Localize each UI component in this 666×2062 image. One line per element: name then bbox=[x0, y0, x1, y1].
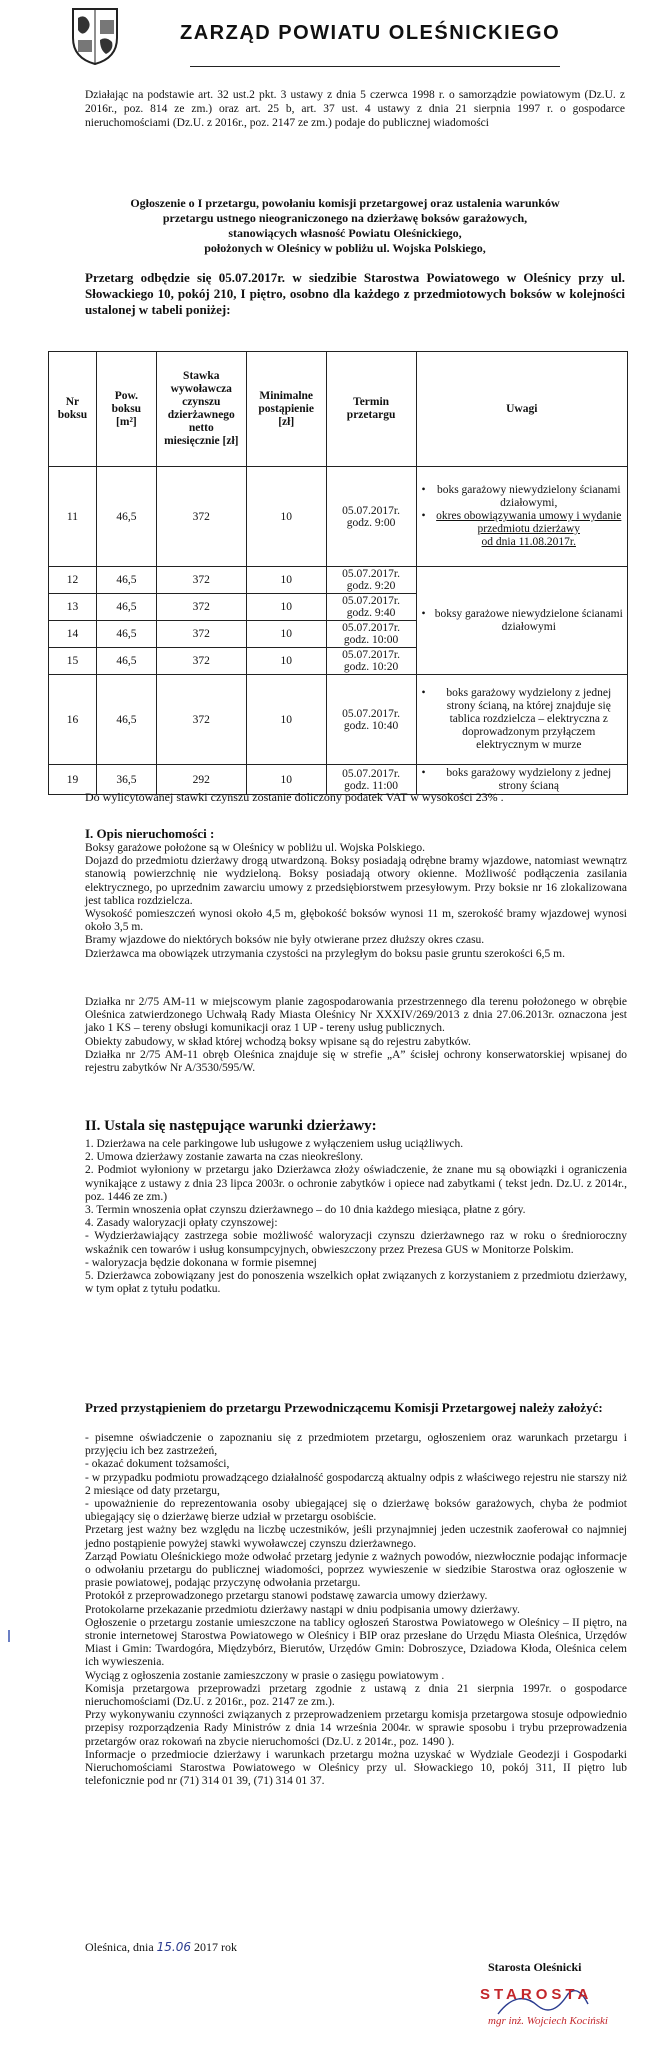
list-item: - Wydzierżawiający zastrzega sobie możliwość waloryzacji czynszu dzierżawnego raz w roku o średnioroczny wskaźnik cen towarów i usług konsumpcyjnych, obwieszczony przez Prezesa GUS w Monitorze Polskim. bbox=[85, 1230, 627, 1256]
table-row bbox=[49, 467, 628, 567]
title-line: stanowiących własność Powiatu Oleśnickiego, bbox=[228, 226, 462, 240]
section-body bbox=[85, 1138, 627, 1296]
list-item: - pisemne oświadczenie o zapoznaniu się z przedmiotem przetargu, ogłoszeniem oraz warunkach przetargu i przyjęciu ich bez zastrzeżeń, bbox=[85, 1432, 627, 1458]
cell-pow: 46,5 bbox=[96, 648, 156, 675]
cell-nr: 16 bbox=[49, 675, 97, 765]
announcement-title bbox=[85, 196, 605, 256]
cell-min: 10 bbox=[246, 765, 326, 795]
cell-nr: 13 bbox=[49, 594, 97, 621]
list-item: - w przypadku podmiotu prowadzącego działalność gospodarczą aktualny odpis z właściwego rejestru nie starszy niż 2 miesiące od daty przetargu, bbox=[85, 1471, 627, 1497]
cell-nr: 14 bbox=[49, 621, 97, 648]
note-item bbox=[420, 510, 624, 549]
cell-pow: 36,5 bbox=[96, 765, 156, 795]
note-date: od dnia 11.08.2017r. bbox=[481, 536, 576, 548]
paragraph: Obiekty zabudowy, w skład której wchodzą boksy wpisane są do rejestru zabytków. bbox=[85, 1035, 471, 1048]
cell-stawka: 372 bbox=[156, 567, 246, 594]
table-row bbox=[49, 675, 628, 765]
stamp-name: mgr inż. Wojciech Kociński bbox=[488, 2015, 608, 2027]
cell-nr: 15 bbox=[49, 648, 97, 675]
paragraph: Działka nr 2/75 AM-11 obręb Oleśnica znajduje się w strefie „A” ścisłej ochrony konserwatorskiej wpisanej do rejestru zabytków Nr A/3530/595/W. bbox=[85, 1048, 627, 1075]
section-body bbox=[85, 996, 627, 1075]
col-header-termin: Termin przetargu bbox=[326, 352, 416, 467]
paragraph: Zarząd Powiatu Oleśnickiego może odwołać przetarg jedynie z ważnych powodów, niezwłocznie podając informacje o odwołaniu przetargu do publicznej wiadomości, poprzez wywieszenie w siedzibie Starostwa oraz ogłoszenie w prasie powiatowej, podając przyczynę odwołania przetargu. bbox=[85, 1550, 627, 1590]
paragraph: Boksy garażowe położone są w Oleśnicy w pobliżu ul. Wojska Polskiego. bbox=[85, 842, 425, 854]
paragraph: Protokół z przeprowadzonego przetargu stanowi podstawę zawarcia umowy dzierżawy. bbox=[85, 1590, 488, 1603]
cell-pow: 46,5 bbox=[96, 467, 156, 567]
title-line: położonych w Oleśnicy w pobliżu ul. Wojska Polskiego, bbox=[204, 241, 486, 255]
paragraph: Wyciąg z ogłoszenia zostanie zamieszczony w prasie o zasięgu powiatowym . bbox=[85, 1669, 445, 1682]
cell-stawka: 372 bbox=[156, 648, 246, 675]
note-item: • boksy garażowe niewydzielone ścianami działowymi bbox=[420, 608, 624, 634]
cell-stawka: 372 bbox=[156, 675, 246, 765]
letterhead bbox=[70, 6, 640, 70]
tender-table bbox=[48, 351, 628, 795]
coat-of-arms-icon bbox=[70, 6, 120, 66]
note-underlined: okres obowiązywania umowy i wydanie przedmiotu dzierżawy bbox=[436, 510, 622, 535]
cell-stawka: 372 bbox=[156, 467, 246, 567]
organization-name: ZARZĄD POWIATU OLEŚNICKIEGO bbox=[180, 22, 561, 44]
section-body bbox=[85, 842, 627, 961]
paragraph: Protokolarne przekazanie przedmiotu dzierżawy nastąpi w dniu podpisania umowy dzierżawy. bbox=[85, 1603, 520, 1616]
list-item: 2. Umowa dzierżawy zostanie zawarta na czas nieokreślony. bbox=[85, 1151, 364, 1164]
handwritten-date: 15.06 bbox=[156, 1940, 192, 1954]
list-item: 3. Termin wnoszenia opłat czynszu dzierżawnego – do 10 dnia każdego miesiąca, płatne z góry. bbox=[85, 1204, 526, 1217]
list-item: 5. Dzierżawca zobowiązany jest do ponoszenia wszelkich opłat związanych z korzystaniem z przedmiotu dzierżawy, w tym opłat z tytułu podatku. bbox=[85, 1270, 627, 1296]
table-row bbox=[49, 567, 628, 594]
paragraph: Działka nr 2/75 AM-11 w miejscowym planie zagospodarowania przestrzennego dla terenu położonego w obrębie Oleśnica zatwierdzonego Uchwałą Rady Miasta Oleśnicy Nr XXXIV/269/2013 z dnia 27.06.2013r. oznaczona jest jako 1 KS – tereny obsługi komunikacji oraz 1 UP - tereny usług publicznych. bbox=[85, 996, 627, 1035]
tender-info: Przetarg odbędzie się 05.07.2017r. w siedzibie Starostwa Powiatowego w Oleśnicy przy ul. Słowackiego 10, pokój 210, I piętro, osobno dla każdego z przedmiotowych boksów w kolejności ustalonej w tabeli poniżej: bbox=[85, 270, 625, 317]
cell-min: 10 bbox=[246, 648, 326, 675]
cell-termin: 05.07.2017r. godz. 9:00 bbox=[326, 467, 416, 567]
section-body bbox=[85, 1432, 627, 1788]
cell-min: 10 bbox=[246, 675, 326, 765]
date-suffix: 2017 rok bbox=[194, 1940, 238, 1954]
paragraph: Wysokość pomieszczeń wynosi około 4,5 m, głębokość boksów wynosi 11 m, szerokość bramy wjazdowej wynosi około 3,5 m. bbox=[85, 908, 627, 934]
margin-mark bbox=[8, 1630, 10, 1642]
date-prefix: Oleśnica, dnia bbox=[85, 1940, 154, 1954]
intro-paragraph: Działając na podstawie art. 32 ust.2 pkt. 3 ustawy z dnia 5 czerwca 1998 r. o samorządzie powiatowym (Dz.U. z 2016r., poz. 814 ze zm.) oraz art. 25 b, art. 37 ust. 4 ustawy z dnia 21 sierpnia 1997 r. o gospodarce nieruchomościami (Dz.U. z 2016r., poz. 2147 ze zm.) podaje do publicznej wiadomości bbox=[85, 89, 625, 129]
cell-uwagi bbox=[416, 567, 627, 675]
cell-termin: 05.07.2017r. godz. 11:00 bbox=[326, 765, 416, 795]
list-item: - waloryzacja będzie dokonana w formie pisemnej bbox=[85, 1256, 317, 1269]
list-item: - upoważnienie do reprezentowania osoby ubiegającej się o dzierżawę boksów garażowych, chyba że podmiot ubiegający się o dzierżawę bierze udział w przetargu osobiście. bbox=[85, 1498, 627, 1524]
paragraph: Dojazd do przedmiotu dzierżawy drogą utwardzoną. Boksy posiadają odrębne bramy wjazdowe, natomiast wewnątrz stanowią powierzchnię nie wydzieloną. Boksy posiadają otwory okienne. Możliwość podłączenia zasilania elektrycznego, po uprzednim zawarciu umowy z przedsiębiorstwem przesyłowym. Przy boksie nr 16 zlokalizowana jest tablica rozdzielcza. bbox=[85, 855, 627, 907]
cell-termin: 05.07.2017r. godz. 10:00 bbox=[326, 621, 416, 648]
paragraph: Przy wykonywaniu czynności związanych z przeprowadzeniem przetargu komisja przetargowa stosuje odpowiednio przepisy rozporządzenia Rady Ministrów z dnia 14 września 2004r. w sprawie sposobu i trybu przeprowadzenia przetargów oraz rokowań na zbycie nieruchomości (Dz.U. z 2014r., poz. 1490 ). bbox=[85, 1709, 627, 1748]
cell-termin: 05.07.2017r. godz. 10:20 bbox=[326, 648, 416, 675]
col-header-nr: Nr boksu bbox=[49, 352, 97, 467]
paragraph: Komisja przetargowa przeprowadzi przetarg zgodnie z ustawą z dnia 21 sierpnia 1997r. o gospodarce nieruchomościami (Dz.U. z 2016r., poz. 2147 ze zm.). bbox=[85, 1682, 627, 1709]
col-header-min: Minimalne postąpienie [zł] bbox=[246, 352, 326, 467]
list-item: 4. Zasady waloryzacji opłaty czynszowej: bbox=[85, 1217, 278, 1230]
col-header-pow: Pow. boksu [m²] bbox=[96, 352, 156, 467]
cell-pow: 46,5 bbox=[96, 675, 156, 765]
header-rule bbox=[190, 66, 560, 67]
cell-uwagi bbox=[416, 675, 627, 765]
cell-pow: 46,5 bbox=[96, 621, 156, 648]
issue-date bbox=[85, 1940, 237, 1955]
cell-stawka: 372 bbox=[156, 621, 246, 648]
cell-stawka: 292 bbox=[156, 765, 246, 795]
section-heading: Przed przystąpieniem do przetargu Przewodniczącemu Komisji Przetargowej należy założyć: bbox=[85, 1400, 603, 1415]
cell-min: 10 bbox=[246, 467, 326, 567]
cell-termin: 05.07.2017r. godz. 9:20 bbox=[326, 567, 416, 594]
title-line: przetargu ustnego nieograniczonego na dzierżawę boksów garażowych, bbox=[162, 211, 528, 225]
title-line: Ogłoszenie o I przetargu, powołaniu komisji przetargowej oraz ustalenia warunków bbox=[130, 196, 560, 210]
list-item: - okazać dokument tożsamości, bbox=[85, 1458, 230, 1471]
cell-termin: 05.07.2017r. godz. 9:40 bbox=[326, 594, 416, 621]
cell-pow: 46,5 bbox=[96, 594, 156, 621]
note-item: • boks garażowy wydzielony z jednej strony ścianą, na której znajduje się tablica rozdzielcza – elektryczna z doprowadzonym przyłączem elektrycznym w murze bbox=[420, 687, 624, 752]
list-item: 2. Podmiot wyłoniony w przetargu jako Dzierżawca złoży oświadczenie, że znane mu są obowiązki i ograniczenia wynikające z ustawy z dnia 23 lipca 2003r. o ochronie zabytków i opiece nad zabytkami ( tekst jedn. Dz.U. z 2014r., poz. 1446 ze zm.) bbox=[85, 1164, 627, 1203]
stamp-text: STAROSTA bbox=[480, 1986, 593, 2003]
paragraph: Dzierżawca ma obowiązek utrzymania czystości na przyległym do boksu pasie gruntu szerokości 6,5 m. bbox=[85, 947, 565, 960]
cell-termin: 05.07.2017r. godz. 10:40 bbox=[326, 675, 416, 765]
cell-nr: 19 bbox=[49, 765, 97, 795]
col-header-uwagi: Uwagi bbox=[416, 352, 627, 467]
paragraph: Bramy wjazdowe do niektórych boksów nie były otwierane przez dłuższy okres czasu. bbox=[85, 934, 485, 947]
cell-nr: 12 bbox=[49, 567, 97, 594]
note-item: • boks garażowy niewydzielony ścianami działowymi, bbox=[420, 484, 624, 510]
paragraph: Przetarg jest ważny bez względu na liczbę uczestników, jeśli przynajmniej jeden uczestnik zaoferował co najmniej jedno postąpienie powyżej stawki wywoławczej czynszu dzierżawnego. bbox=[85, 1524, 627, 1550]
cell-min: 10 bbox=[246, 594, 326, 621]
section-heading: II. Ustala się następujące warunki dzierżawy: bbox=[85, 1118, 377, 1134]
cell-nr: 11 bbox=[49, 467, 97, 567]
table-header-row bbox=[49, 352, 628, 467]
cell-min: 10 bbox=[246, 621, 326, 648]
vat-note: Do wylicytowanej stawki czynszu zostanie doliczony podatek VAT w wysokości 23% . bbox=[85, 790, 504, 804]
section-heading: I. Opis nieruchomości : bbox=[85, 826, 215, 841]
cell-uwagi bbox=[416, 467, 627, 567]
signatory-title: Starosta Oleśnicki bbox=[488, 1960, 582, 1974]
cell-pow: 46,5 bbox=[96, 567, 156, 594]
note-item: • boks garażowy wydzielony z jednej strony ścianą bbox=[420, 767, 624, 793]
paragraph: Informacje o przedmiocie dzierżawy i warunkach przetargu można uzyskać w Wydziale Geodezji i Gospodarki Nieruchomościami Starostwa Powiatowego w Oleśnicy przy ul. Słowackiego 10, pokój 311, II piętro lub telefonicznie pod nr (71) 314 01 39, (71) 314 01 37. bbox=[85, 1748, 627, 1788]
cell-stawka: 372 bbox=[156, 594, 246, 621]
paragraph: Ogłoszenie o przetargu zostanie umieszczone na tablicy ogłoszeń Starostwa Powiatowego w Oleśnicy – II piętro, na stronie internetowej Starostwa Powiatowego w Oleśnicy i BIP oraz przesłane do Urzędu Miasta Oleśnica, Urzędów Miast i Gmin: Twardogóra, Międzybórz, Bierutów, Urzędów Gmin: Dobroszyce, Dziadowa Kłoda, Oleśnica celem ich wywieszenia. bbox=[85, 1616, 627, 1669]
col-header-stawka: Stawka wywoławcza czynszu dzierżawnego netto miesięcznie [zł] bbox=[156, 352, 246, 467]
list-item: 1. Dzierżawa na cele parkingowe lub usługowe z wyłączeniem usług uciążliwych. bbox=[85, 1138, 464, 1150]
cell-min: 10 bbox=[246, 567, 326, 594]
